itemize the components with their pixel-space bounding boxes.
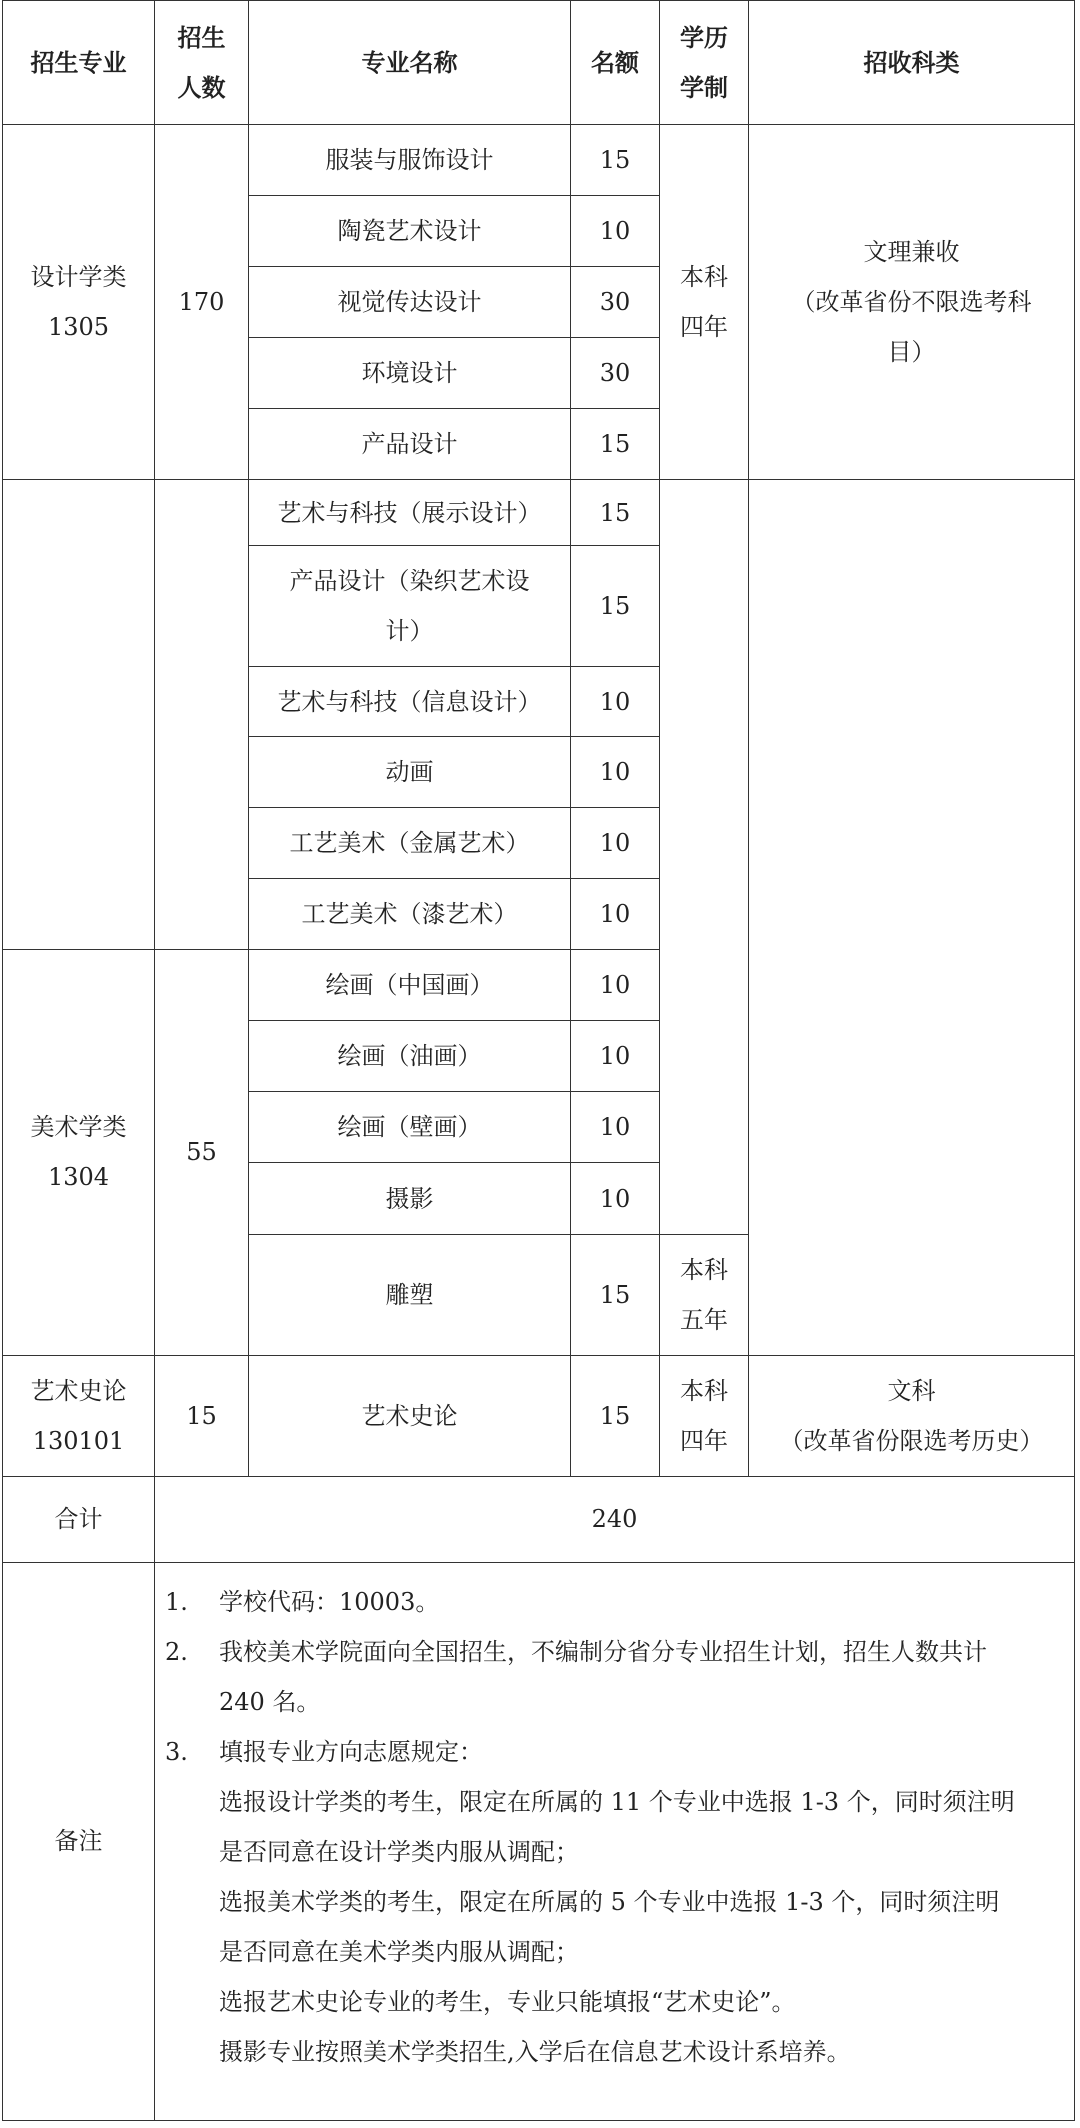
major-name: 环境设计 <box>249 338 571 409</box>
group-history: 艺术史论 130101 <box>3 1355 155 1476</box>
major-quota: 10 <box>571 667 660 737</box>
major-quota: 15 <box>571 480 660 546</box>
notes-label: 备注 <box>3 1562 155 2120</box>
group-art: 美术学类 1304 <box>3 950 155 1355</box>
major-name: 动画 <box>249 737 571 808</box>
degree-sculpture: 本科 五年 <box>660 1234 749 1355</box>
header-name: 专业名称 <box>249 1 571 125</box>
major-name: 艺术与科技（展示设计） <box>249 480 571 546</box>
major-name: 视觉传达设计 <box>249 267 571 338</box>
notes-row <box>3 1562 1075 2120</box>
category-design: 文理兼收 （改革省份不限选考科 目） <box>749 125 1075 480</box>
major-name: 陶瓷艺术设计 <box>249 196 571 267</box>
note-subline: 选报设计学类的考生，限定在所属的 11 个专业中选报 1-3 个，同时须注明 <box>219 1787 1015 1816</box>
major-name: 绘画（油画） <box>249 1021 571 1092</box>
degree-cont <box>660 480 749 1234</box>
header-enroll: 招生 人数 <box>155 1 249 125</box>
note-subline: 摄影专业按照美术学类招生,入学后在信息艺术设计系培养。 <box>219 2037 851 2066</box>
note-subline: 是否同意在设计学类内服从调配； <box>219 1837 579 1866</box>
major-quota: 10 <box>571 879 660 950</box>
group-art-count: 55 <box>155 950 249 1355</box>
major-name: 艺术与科技（信息设计） <box>249 667 571 737</box>
major-quota: 10 <box>571 950 660 1021</box>
major-name: 产品设计 <box>249 409 571 480</box>
group-design-cont-count <box>155 480 249 950</box>
major-quota: 15 <box>571 1234 660 1355</box>
table-header-row <box>3 1 1075 125</box>
header-degree: 学历 学制 <box>660 1 749 125</box>
category-cont <box>749 480 1075 1355</box>
group-history-count: 15 <box>155 1355 249 1476</box>
note-subline: 选报美术学类的考生，限定在所属的 5 个专业中选报 1-3 个，同时须注明 <box>219 1887 1000 1916</box>
category-history: 文科 （改革省份限选考历史） <box>749 1355 1075 1476</box>
note-item: 3. 填报专业方向志愿规定： <box>165 1737 483 1766</box>
group-design-cont <box>3 480 155 950</box>
major-quota: 15 <box>571 1355 660 1476</box>
major-quota: 10 <box>571 737 660 808</box>
major-name: 服装与服饰设计 <box>249 125 571 196</box>
major-quota: 30 <box>571 267 660 338</box>
header-quota: 名额 <box>571 1 660 125</box>
total-row <box>3 1476 1075 1562</box>
degree-design: 本科 四年 <box>660 125 749 480</box>
major-quota: 15 <box>571 409 660 480</box>
note-item: 2. 我校美术学院面向全国招生，不编制分省分专业招生计划，招生人数共计 240 名。 <box>165 1637 987 1716</box>
major-quota: 10 <box>571 1021 660 1092</box>
note-subline: 是否同意在美术学类内服从调配； <box>219 1937 579 1966</box>
header-category: 招收科类 <box>749 1 1075 125</box>
major-quota: 10 <box>571 808 660 879</box>
note-item: 1. 学校代码：10003。 <box>165 1587 440 1616</box>
major-name: 雕塑 <box>249 1234 571 1355</box>
major-name: 摄影 <box>249 1163 571 1234</box>
major-name: 产品设计（染织艺术设 计） <box>249 546 571 667</box>
major-name: 绘画（中国画） <box>249 950 571 1021</box>
note-subline: 选报艺术史论专业的考生，专业只能填报“艺术史论”。 <box>219 1987 796 2016</box>
major-quota: 15 <box>571 125 660 196</box>
header-major: 招生专业 <box>3 1 155 125</box>
degree-history: 本科 四年 <box>660 1355 749 1476</box>
major-name: 绘画（壁画） <box>249 1092 571 1163</box>
table-row <box>3 1355 1075 1476</box>
major-quota: 30 <box>571 338 660 409</box>
major-quota: 10 <box>571 1092 660 1163</box>
admissions-table <box>2 0 1075 2121</box>
total-value: 240 <box>155 1476 1075 1562</box>
major-quota: 15 <box>571 546 660 667</box>
major-quota: 10 <box>571 1163 660 1234</box>
major-name: 工艺美术（金属艺术） <box>249 808 571 879</box>
group-design: 设计学类 1305 <box>3 125 155 480</box>
table-row <box>3 125 1075 196</box>
notes-content <box>155 1562 1075 2120</box>
total-label: 合计 <box>3 1476 155 1562</box>
major-name: 工艺美术（漆艺术） <box>249 879 571 950</box>
group-design-count: 170 <box>155 125 249 480</box>
table-row <box>3 480 1075 546</box>
major-name: 艺术史论 <box>249 1355 571 1476</box>
major-quota: 10 <box>571 196 660 267</box>
